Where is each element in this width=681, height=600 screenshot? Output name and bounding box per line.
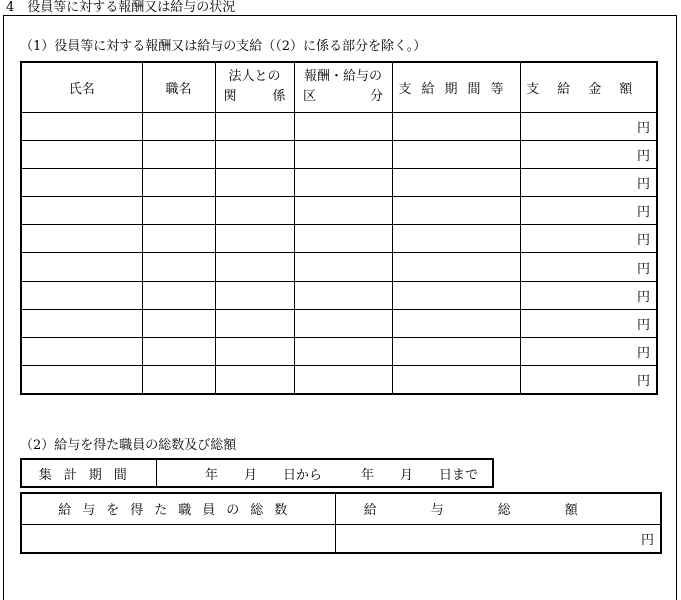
cell-name[interactable]	[21, 168, 142, 196]
cell-amount[interactable]	[520, 366, 657, 394]
cell-position[interactable]	[142, 168, 215, 196]
table-row	[21, 253, 657, 281]
cell-relation[interactable]	[215, 366, 294, 394]
cell-relation[interactable]	[215, 309, 294, 337]
table-row	[21, 197, 657, 225]
section1-title: （1）役員等に対する報酬又は給与の支給（（2）に係る部分を除く。）	[20, 39, 427, 54]
cell-amount[interactable]	[520, 168, 657, 196]
table-row	[21, 168, 657, 196]
yen-unit: 円	[636, 176, 650, 192]
cell-position[interactable]	[142, 338, 215, 366]
period-value[interactable]: 年 月 日から 年 月 日まで	[156, 459, 493, 487]
cell-period[interactable]	[392, 112, 520, 140]
yen-unit: 円	[636, 120, 650, 136]
cell-amount[interactable]	[520, 140, 657, 168]
cell-staff-count[interactable]	[21, 524, 335, 553]
table-row	[21, 366, 657, 394]
cell-relation[interactable]	[215, 112, 294, 140]
cell-category[interactable]	[294, 366, 392, 394]
cell-amount[interactable]	[520, 309, 657, 337]
cell-name[interactable]	[21, 140, 142, 168]
cell-amount[interactable]	[520, 112, 657, 140]
cell-period[interactable]	[392, 140, 520, 168]
cell-relation[interactable]	[215, 253, 294, 281]
col-header-position: 職名	[142, 62, 215, 112]
yen-unit: 円	[640, 532, 654, 548]
cell-position[interactable]	[142, 309, 215, 337]
cell-amount[interactable]	[520, 225, 657, 253]
yen-unit: 円	[636, 205, 650, 221]
period-table	[20, 458, 494, 488]
table-row	[21, 309, 657, 337]
cell-period[interactable]	[392, 366, 520, 394]
cell-relation[interactable]	[215, 338, 294, 366]
table-row	[21, 112, 657, 140]
staff-total-table	[20, 492, 662, 554]
cell-position[interactable]	[142, 140, 215, 168]
cell-category[interactable]	[294, 168, 392, 196]
cell-position[interactable]	[142, 366, 215, 394]
cell-amount[interactable]	[520, 253, 657, 281]
col-header-category	[294, 62, 392, 112]
cell-relation[interactable]	[215, 225, 294, 253]
cell-period[interactable]	[392, 338, 520, 366]
section2-title: （2）給与を得た職員の総数及び総額	[20, 438, 237, 453]
cell-amount[interactable]	[520, 197, 657, 225]
cell-category[interactable]	[294, 140, 392, 168]
table-row	[21, 524, 661, 553]
pay-table	[20, 61, 658, 395]
col-header-amount: 支給金額	[520, 62, 657, 112]
cell-relation[interactable]	[215, 168, 294, 196]
cell-position[interactable]	[142, 253, 215, 281]
cell-name[interactable]	[21, 309, 142, 337]
cell-position[interactable]	[142, 281, 215, 309]
yen-unit: 円	[636, 346, 650, 362]
cell-category[interactable]	[294, 338, 392, 366]
cell-position[interactable]	[142, 112, 215, 140]
yen-unit: 円	[636, 317, 650, 333]
cell-relation[interactable]	[215, 197, 294, 225]
cell-category[interactable]	[294, 197, 392, 225]
yen-unit: 円	[636, 374, 650, 390]
cell-category[interactable]	[294, 112, 392, 140]
cell-period[interactable]	[392, 197, 520, 225]
col-header-category-line1: 報酬・給与の	[303, 69, 382, 85]
cell-category[interactable]	[294, 281, 392, 309]
table-row	[21, 225, 657, 253]
yen-unit: 円	[636, 261, 650, 277]
cell-period[interactable]	[392, 253, 520, 281]
cell-period[interactable]	[392, 168, 520, 196]
cell-period[interactable]	[392, 225, 520, 253]
cell-name[interactable]	[21, 338, 142, 366]
col-header-salary-total: 給与総額	[335, 493, 661, 524]
cell-name[interactable]	[21, 366, 142, 394]
table-row	[21, 140, 657, 168]
cell-name[interactable]	[21, 281, 142, 309]
cell-position[interactable]	[142, 197, 215, 225]
cell-position[interactable]	[142, 225, 215, 253]
col-header-period: 支給期間等	[392, 62, 520, 112]
cell-name[interactable]	[21, 253, 142, 281]
cell-name[interactable]	[21, 225, 142, 253]
cell-name[interactable]	[21, 197, 142, 225]
col-header-relation-line1: 法人との	[228, 69, 281, 85]
yen-unit: 円	[636, 148, 650, 164]
page-heading: 4 役員等に対する報酬又は給与の状況	[6, 0, 236, 15]
cell-category[interactable]	[294, 225, 392, 253]
col-header-staff-count: 給与を得た職員の総数	[21, 493, 335, 524]
table-row	[21, 338, 657, 366]
pay-table-header	[21, 62, 657, 112]
yen-unit: 円	[636, 289, 650, 305]
cell-amount[interactable]	[520, 338, 657, 366]
cell-name[interactable]	[21, 112, 142, 140]
cell-category[interactable]	[294, 253, 392, 281]
yen-unit: 円	[636, 233, 650, 249]
cell-period[interactable]	[392, 309, 520, 337]
cell-salary-total[interactable]	[335, 524, 661, 553]
staff-total-header	[21, 493, 661, 524]
col-header-relation-line2: 関 係	[223, 89, 286, 105]
cell-period[interactable]	[392, 281, 520, 309]
col-header-name: 氏名	[21, 62, 142, 112]
cell-relation[interactable]	[215, 281, 294, 309]
table-row	[21, 281, 657, 309]
col-header-category-line2: 区 分	[303, 89, 383, 105]
cell-amount[interactable]	[520, 281, 657, 309]
cell-relation[interactable]	[215, 140, 294, 168]
period-label: 集計期間	[21, 459, 156, 487]
col-header-relation	[215, 62, 294, 112]
cell-category[interactable]	[294, 309, 392, 337]
